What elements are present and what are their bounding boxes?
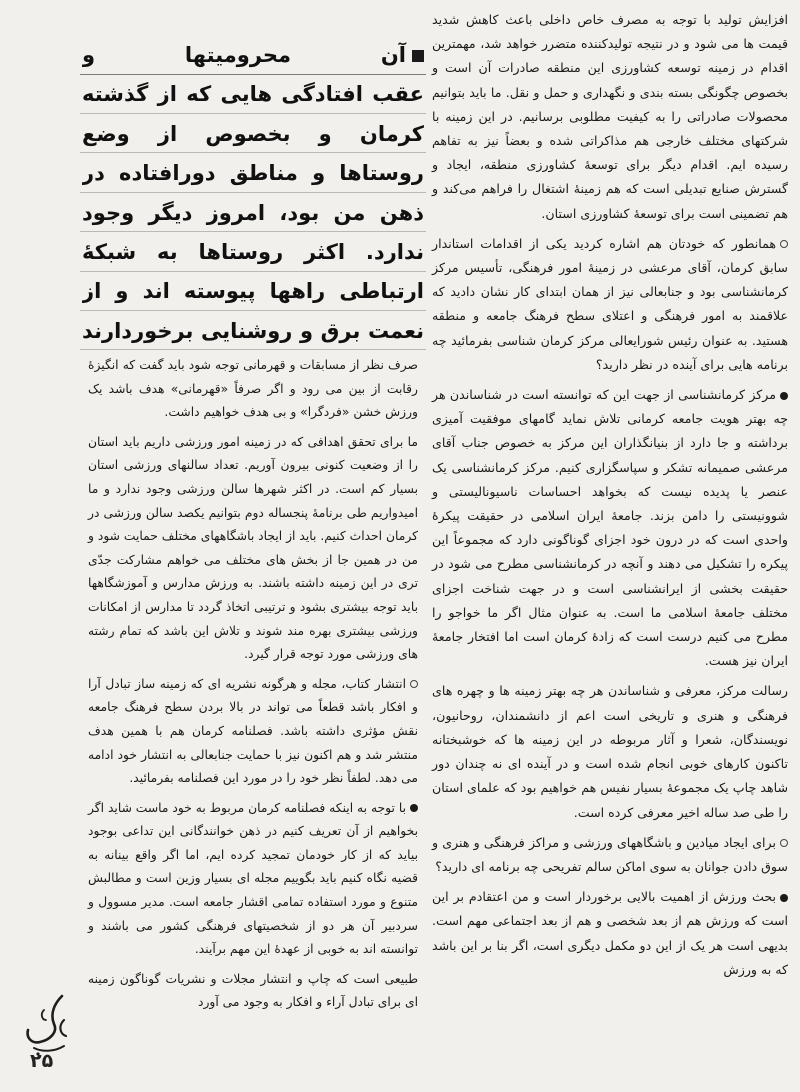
pull-quote-line: روستاها و مناطق دورافتاده در	[82, 161, 424, 186]
filled-circle-bullet-icon	[410, 804, 418, 812]
paragraph: افزایش تولید با توجه به مصرف خاص داخلی باعث کاهش شدید قیمت ها می شود و در نتیجه تولیدکننده متضرر خواهد شد، مهمترین اقدام در زمینه توسعه کشاورزی این منطقه صادرات آن است و بخصوص چگونگی بسته بندی و نگهداری و حمل و نقل. ما باید بتوانیم محصولات صادراتی را به کیفیت مطلوبی برسانیم. در این زمینه با شرکتهای مختلف خارجی هم مذاکراتی شده و بعضاً نیز به تفاهم رسیده ایم. اقدام دیگر برای توسعهٔ کشاورزی منطقه، ایجاد و گسترش صنایع تبدیلی است که هم زمینهٔ اشتغال را فراهم می‌کند و هم تضمینی است برای توسعهٔ کشاورزی استان.	[432, 12, 788, 221]
open-circle-bullet-icon	[780, 839, 788, 847]
pull-quote-line: ارتباطی راهها پیوسته اند و از	[82, 279, 424, 304]
pull-quote-line: آن محرومیتها و	[82, 36, 424, 75]
paragraph: صرف نظر از مسابقات و قهرمانی توجه شود باید گفت که انگیزهٔ رقابت از بین می رود و اگر صرفاً «قهرمانی» هدف باشد یک ورزش خشن «فردگرا» و بی هدف خواهیم داشت.	[88, 358, 418, 420]
pull-quote-line: ندارد. اکثر روستاها به شبکهٔ	[82, 240, 424, 265]
pull-quote-line: کرمان و بخصوص از وضع	[82, 121, 424, 146]
pull-quote-line: عقب افتادگی هایی که از گذشته	[82, 82, 424, 107]
square-bullet-icon	[412, 50, 424, 62]
right-text-column	[432, 8, 788, 988]
paragraph: ما برای تحقق اهدافی که در زمینه امور ورزشی داریم باید استان را از وضعیت کنونی بیرون آوریم. تعداد سالنهای ورزشی استان بسیار کم است. در اکثر شهرها سالن ورزشی وجود ندارد و ما امیدواریم طی برنامهٔ پنجساله دوم بتوانیم یکصد سالن ورزشی در کرمان احداث کنیم. باید از ایجاد باشگاههای مختلف حمایت شود و من در همین جا از بخش های مختلف می خواهم مشارکت جدّی تری در این زمینه داشته باشند. به ورزش مدارس و آموزشگاهها باید توجه بیشتری بشود و ترتیبی اتخاذ گردد تا مدارس از امکانات ورزشی بیشتری بهره مند شوند و تلاش این باشد که تمام رشته های ورزشی مورد توجه قرار گیرد.	[88, 434, 418, 662]
question-paragraph: همانطور که خودتان هم اشاره کردید یکی از اقدامات استاندار سابق کرمان، آقای مرعشی در زمینهٔ امور فرهنگی، تأسیس مرکز کرمانشناسی بود و جنابعالی نیز از همان ابتدای کار نشان دادید که علاقمند به امور فرهنگی و اعتلای سطح فرهنگ جامعه و منطقه هستید. به عنوان رئیس شورایعالی مرکز کرمان شناسی بفرمائید چه برنامه هایی برای آینده در نظر دارید؟	[432, 235, 788, 372]
answer-paragraph: با توجه به اینکه فصلنامه کرمان مربوط به خود ماست شاید اگر بخواهیم از آن تعریف کنیم در ذهن خوانندگانی این تداعی بوجود بیاید که از کار خودمان تمجید کرده ایم، اما اگر واقع بینانه به قضیه نگاه کنیم باید بگوییم مجله ای بسیار وزین است و مطالبش متنوع و مورد استفاده تمامی اقشار جامعه است. مدیر مسوول و سردبیر آن هر دو از شخصیتهای فرهنگی کشور می باشند و توانسته اند به خوبی از عهدهٔ این مهم برآیند.	[88, 800, 418, 957]
question-paragraph: برای ایجاد میادین و باشگاههای ورزشی و مراکز فرهنگی و هنری و سوق دادن جوانان به سوی اماکن سالم تفریحی چه برنامه ای دارید؟	[432, 834, 788, 874]
page-number: ۲۵	[30, 1050, 54, 1072]
pull-quote-line: نعمت برق و روشنایی برخوردارند	[82, 318, 424, 343]
question-paragraph: انتشار کتاب، مجله و هرگونه نشریه ای که زمینه ساز تبادل آرا و افکار باشد قطعاً می تواند در بالا بردن سطح فرهنگ جامعه نقش مؤثری داشته باشد. فصلنامه کرمان هم با همین هدف منتشر شد و هم اکنون نیز با حمایت جنابعالی به انتشار خود ادامه می دهد. لطفاً نظر خود را در مورد این فصلنامه بفرمائید.	[88, 676, 418, 786]
pull-quote	[82, 36, 424, 352]
answer-paragraph: مرکز کرمانشناسی از جهت این که توانسته است در شناساندن هر چه بهتر هویت جامعه کرمانی تلاش نماید گامهای موفقیت آمیزی برداشته و جا دارد از بنیانگذاران این مرکز به خصوص جناب آقای مرعشی صمیمانه تشکر و سپاسگزاری کنیم. مرکز کرمانشناسی یک عنصر یا پدیده نیست که بخواهد احساسات ناسیونالیستی و شوونیستی را دامن بزند. جامعهٔ ایران اسلامی در حقیقت پیکرهٔ واحدی است که در درون خود اجزای گوناگونی دارد که مجموعاً این پیکره را تشکیل می دهند و آنچه در کرمانشناسی مطرح می شود در حقیقت بخشی از ایرانشناسی است و در جهت شناخت اجزای مختلف جامعهٔ اسلامی ما است. به عنوان مثال اگر ما خواجو را مطرح می کنیم درست است که زادهٔ کرمان است اما افتخار جامعهٔ ایران نیز هست.	[432, 387, 788, 669]
open-circle-bullet-icon	[780, 240, 788, 248]
paragraph: رسالت مرکز، معرفی و شناساندن هر چه بهتر زمینه ها و چهره های فرهنگی و هنری و تاریخی است اعم از دانشمندان، روحانیون، نویسندگان، شعرا و آثار مربوطه در این زمینه ها که خوشبختانه تاکنون کارهای خوبی انجام شده است و در آینده ای نه چندان دور شاهد چاپ یک مجموعهٔ بسیار نفیس هم خواهیم بود که علمای استان را طی صد ساله اخیر معرفی کرده است.	[432, 683, 788, 820]
answer-paragraph: بحث ورزش از اهمیت بالایی برخوردار است و من اعتقادم بر این است که ورزش هم از بعد شخصی و هم از بعد اجتماعی مهم است. بدیهی است هر یک از این دو مکمل دیگری است، اگر بنا بر این باشد که به ورزش	[432, 889, 788, 977]
filled-circle-bullet-icon	[780, 894, 788, 902]
paragraph: طبیعی است که چاپ و انتشار مجلات و نشریات گوناگون زمینه ای برای تبادل آراء و افکار به وجود می آورد	[88, 971, 418, 1010]
open-circle-bullet-icon	[410, 680, 418, 688]
left-text-column	[88, 354, 418, 1021]
filled-circle-bullet-icon	[780, 392, 788, 400]
pull-quote-line: ذهن من بود، امروز دیگر وجود	[82, 200, 424, 225]
